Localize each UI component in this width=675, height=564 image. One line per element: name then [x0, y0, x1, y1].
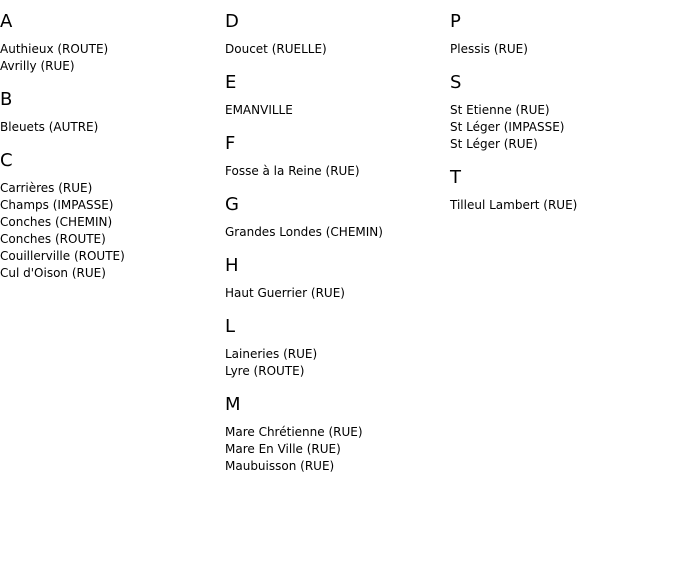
letter-group-p [450, 11, 670, 58]
letter-group-d [225, 11, 445, 58]
street-link[interactable]: St Léger (RUE) [450, 137, 538, 151]
street-list [225, 224, 445, 241]
letter-heading: D [225, 11, 239, 32]
letter-heading: H [225, 255, 239, 276]
street-list [450, 102, 670, 153]
letter-heading: F [225, 133, 236, 154]
street-link[interactable]: EMANVILLE [225, 103, 293, 117]
letter-group-a [0, 11, 220, 75]
letter-heading: A [0, 11, 13, 32]
letter-heading: E [225, 72, 237, 93]
letter-heading: M [225, 394, 241, 415]
street-link[interactable]: Laineries (RUE) [225, 347, 318, 361]
street-link[interactable]: Lyre (ROUTE) [225, 364, 305, 378]
letter-group-s [450, 72, 670, 153]
street-list [0, 41, 220, 75]
letter-group-g [225, 194, 445, 241]
street-link[interactable]: Bleuets (AUTRE) [0, 120, 99, 134]
letter-heading: B [0, 89, 13, 110]
letter-heading: T [450, 167, 461, 188]
street-list [225, 346, 445, 380]
street-link[interactable]: Avrilly (RUE) [0, 59, 75, 73]
street-link[interactable]: Tilleul Lambert (RUE) [450, 198, 578, 212]
letter-group-m [225, 394, 445, 475]
letter-group-h [225, 255, 445, 302]
street-link[interactable]: St Etienne (RUE) [450, 103, 550, 117]
street-list [450, 197, 670, 214]
letter-group-t [450, 167, 670, 214]
street-link[interactable]: Haut Guerrier (RUE) [225, 286, 345, 300]
street-link[interactable]: Champs (IMPASSE) [0, 198, 114, 212]
street-list [0, 119, 220, 136]
street-link[interactable]: Plessis (RUE) [450, 42, 528, 56]
index-column-1 [0, 11, 220, 296]
street-list [450, 41, 670, 58]
street-link[interactable]: Mare Chrétienne (RUE) [225, 425, 363, 439]
index-column-3 [450, 11, 670, 228]
street-link[interactable]: Conches (CHEMIN) [0, 215, 113, 229]
street-link[interactable]: Grandes Londes (CHEMIN) [225, 225, 383, 239]
letter-heading: L [225, 316, 236, 337]
street-list [225, 41, 445, 58]
street-link[interactable]: Couillerville (ROUTE) [0, 249, 125, 263]
street-link[interactable]: Mare En Ville (RUE) [225, 442, 341, 456]
letter-heading: G [225, 194, 239, 215]
letter-heading: P [450, 11, 461, 32]
street-list [225, 102, 445, 119]
street-link[interactable]: Fosse à la Reine (RUE) [225, 164, 360, 178]
letter-heading: C [0, 150, 13, 171]
letter-group-b [0, 89, 220, 136]
street-list [225, 424, 445, 475]
street-link[interactable]: St Léger (IMPASSE) [450, 120, 565, 134]
street-link[interactable]: Conches (ROUTE) [0, 232, 106, 246]
letter-group-l [225, 316, 445, 380]
letter-heading: S [450, 72, 462, 93]
street-link[interactable]: Authieux (ROUTE) [0, 42, 109, 56]
street-link[interactable]: Cul d'Oison (RUE) [0, 266, 106, 280]
street-list [225, 163, 445, 180]
street-list [225, 285, 445, 302]
letter-group-c [0, 150, 220, 282]
street-link[interactable]: Carrières (RUE) [0, 181, 93, 195]
street-link[interactable]: Maubuisson (RUE) [225, 459, 335, 473]
street-list [0, 180, 220, 282]
letter-group-e [225, 72, 445, 119]
street-link[interactable]: Doucet (RUELLE) [225, 42, 327, 56]
index-column-2 [225, 11, 445, 489]
letter-group-f [225, 133, 445, 180]
